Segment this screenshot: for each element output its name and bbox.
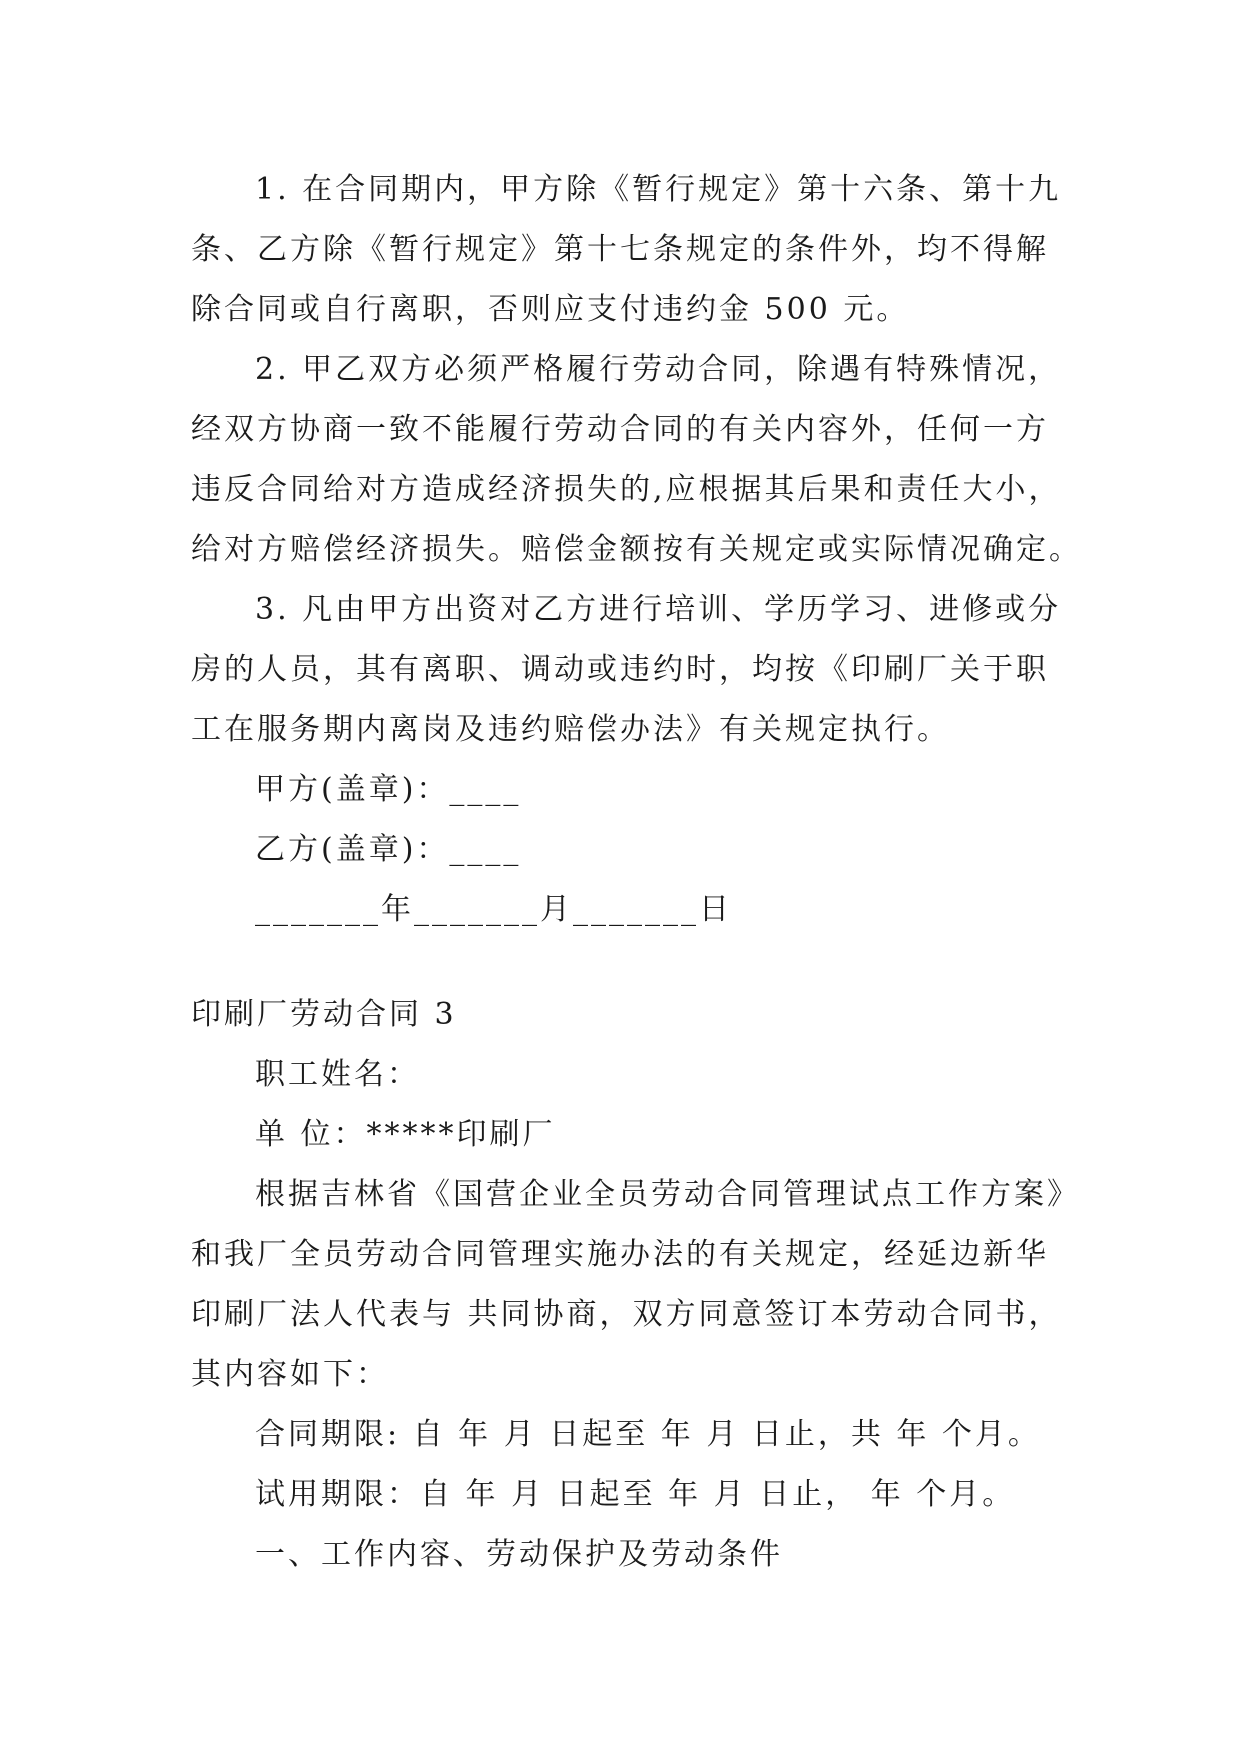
clause-1-line-1: 1. 在合同期内，甲方除《暂行规定》第十六条、第十九 bbox=[255, 172, 1062, 207]
document-page bbox=[191, 160, 1082, 1585]
signature-date: _______年_______月_______日 bbox=[255, 892, 732, 927]
contract-term: 合同期限: 自 年 月 日起至 年 月 日止，共 年 个月。 bbox=[255, 1417, 1041, 1452]
employee-name-field: 职工姓名： bbox=[255, 1057, 420, 1092]
clause-2-line-4: 给对方赔偿经济损失。赔偿金额按有关规定或实际情况确定。 bbox=[191, 532, 1082, 567]
clause-2-line-3: 违反合同给对方造成经济损失的,应根据其后果和责任大小， bbox=[191, 472, 1062, 507]
section-1-heading: 一、工作内容、劳动保护及劳动条件 bbox=[255, 1537, 783, 1572]
party-a-signature: 甲方(盖章)：____ bbox=[255, 772, 522, 807]
clause-2-line-2: 经双方协商一致不能履行劳动合同的有关内容外，任何一方 bbox=[191, 412, 1049, 447]
unit-field: 单 位：*****印刷厂 bbox=[255, 1117, 556, 1152]
clause-3-line-1: 3. 凡由甲方出资对乙方进行培训、学历学习、进修或分 bbox=[255, 592, 1062, 627]
preamble-line-1: 根据吉林省《国营企业全员劳动合同管理试点工作方案》 bbox=[255, 1177, 1080, 1212]
preamble-line-3: 印刷厂法人代表与 共同协商，双方同意签订本劳动合同书， bbox=[191, 1297, 1062, 1332]
clause-1-line-2: 条、乙方除《暂行规定》第十七条规定的条件外，均不得解 bbox=[191, 232, 1049, 267]
preamble-line-2: 和我厂全员劳动合同管理实施办法的有关规定，经延边新华 bbox=[191, 1237, 1049, 1272]
probation-term: 试用期限：自 年 月 日起至 年 月 日止， 年 个月。 bbox=[255, 1477, 1016, 1512]
clause-1-line-3: 除合同或自行离职，否则应支付违约金 500 元。 bbox=[191, 292, 910, 327]
preamble-line-4: 其内容如下： bbox=[191, 1357, 389, 1392]
clause-3-line-3: 工在服务期内离岗及违约赔偿办法》有关规定执行。 bbox=[191, 712, 950, 747]
clause-2-line-1: 2. 甲乙双方必须严格履行劳动合同，除遇有特殊情况， bbox=[255, 352, 1062, 387]
clause-3-line-2: 房的人员，其有离职、调动或违约时，均按《印刷厂关于职 bbox=[191, 652, 1049, 687]
party-b-signature: 乙方(盖章)：____ bbox=[255, 832, 522, 867]
contract-3-title: 印刷厂劳动合同 3 bbox=[191, 997, 457, 1032]
